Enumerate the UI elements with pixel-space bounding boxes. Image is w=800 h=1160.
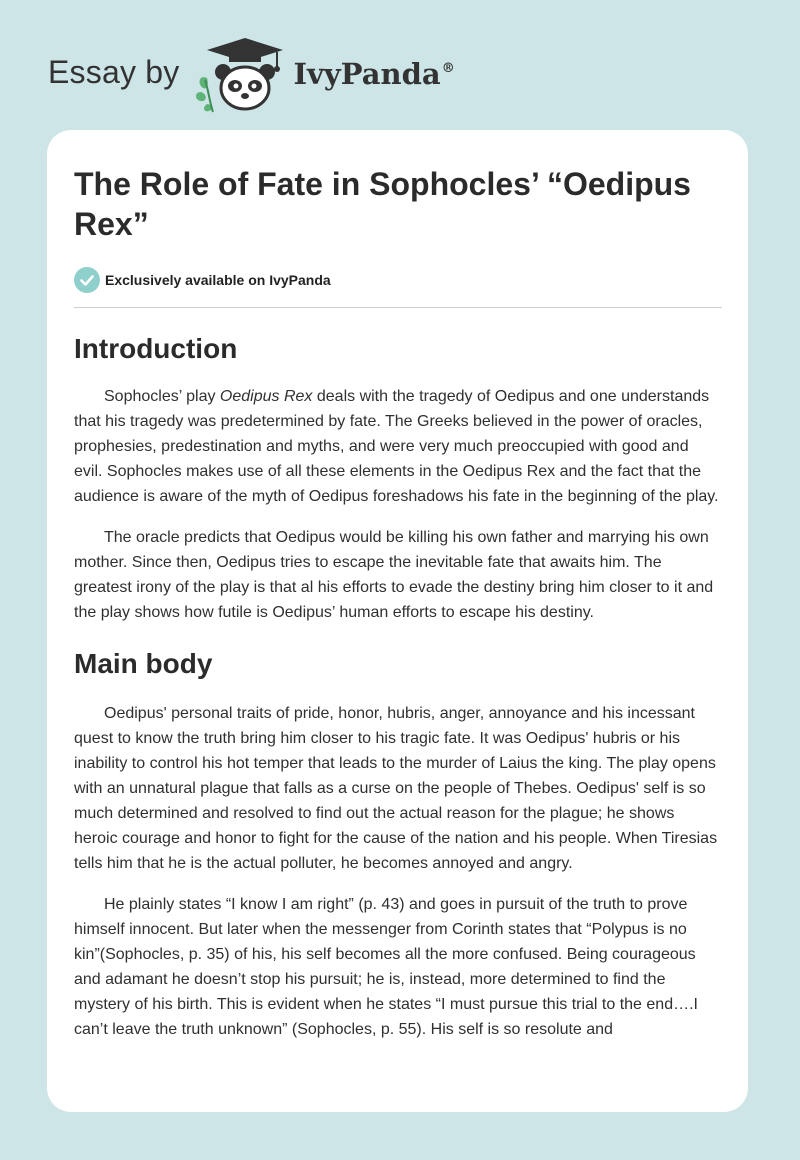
divider — [74, 307, 722, 308]
checkmark-icon — [74, 267, 100, 293]
paragraph: He plainly states “I know I am right” (p. 43) and goes in pursuit of the truth to prove himself innocent. But later when the messenger from Corinth states that “Polypus is no kin”(Sophocles, p. 35) of his, his self becomes all the more confused. Being courageous and adamant he doesn’t stop his pursuit; he is, instead, more determined to find the mystery of his birth. This is evident when he states “I must pursue this trial to the end….I can’t leave the truth unknown” (Sophocles, p. 55). His self is so resolute and — [74, 896, 698, 1038]
brand-prefix: Essay by — [48, 53, 180, 90]
exclusive-badge — [74, 266, 721, 294]
play-title-italic: Oedipus Rex — [219, 388, 313, 405]
brand-name: IvyPanda® — [293, 57, 455, 91]
paragraph: The oracle predicts that Oedipus would be killing his own father and marrying his own mother. Since then, Oedipus tries to escape the inevitable fate that awaits him. The greatest irony of the play is that al his efforts to evade the destiny bring him closer to it and the play shows how futile is Oedipus’ human efforts to escape his destiny. — [74, 529, 714, 621]
brand-header — [48, 34, 455, 114]
section-introduction — [74, 332, 721, 625]
section-heading: Introduction — [74, 333, 238, 364]
panda-graduate-icon — [193, 34, 289, 114]
section-heading: Main body — [74, 648, 213, 679]
paragraph: Oedipus' personal traits of pride, honor, hubris, anger, annoyance and his incessant quest to know the truth bring him closer to his tragic fate. It was Oedipus' hubris or his inability to control his hot temper that leads to the murder of Laius the king. The play opens with an unnatural plague that falls as a curse on the people of Thebes. Oedipus' self is so much determined and resolved to find out the actual reason for the plague; he shows heroic courage and honor to fight for the cause of the nation and his people. When Tiresias tells him that he is the actual polluter, he becomes annoyed and angry. — [74, 705, 718, 872]
paragraph: Sophocles’ play Oedipus Rex deals with the tragedy of Oedipus and one understands that his tragedy was predetermined by fate. The Greeks believed in the power of oracles, prophesies, predestination and myths, and were very much preoccupied with good and evil. Sophocles makes use of all these elements in the Oedipus Rex and the fact that the audience is aware of the myth of Oedipus foreshadows his fate in the beginning of the play. — [74, 388, 719, 505]
essay-title: The Role of Fate in Sophocles’ “Oedipus Rex” — [74, 166, 691, 242]
essay-card — [47, 130, 748, 1112]
section-main-body — [74, 647, 721, 1042]
badge-text: Exclusively available on IvyPanda — [105, 272, 331, 288]
